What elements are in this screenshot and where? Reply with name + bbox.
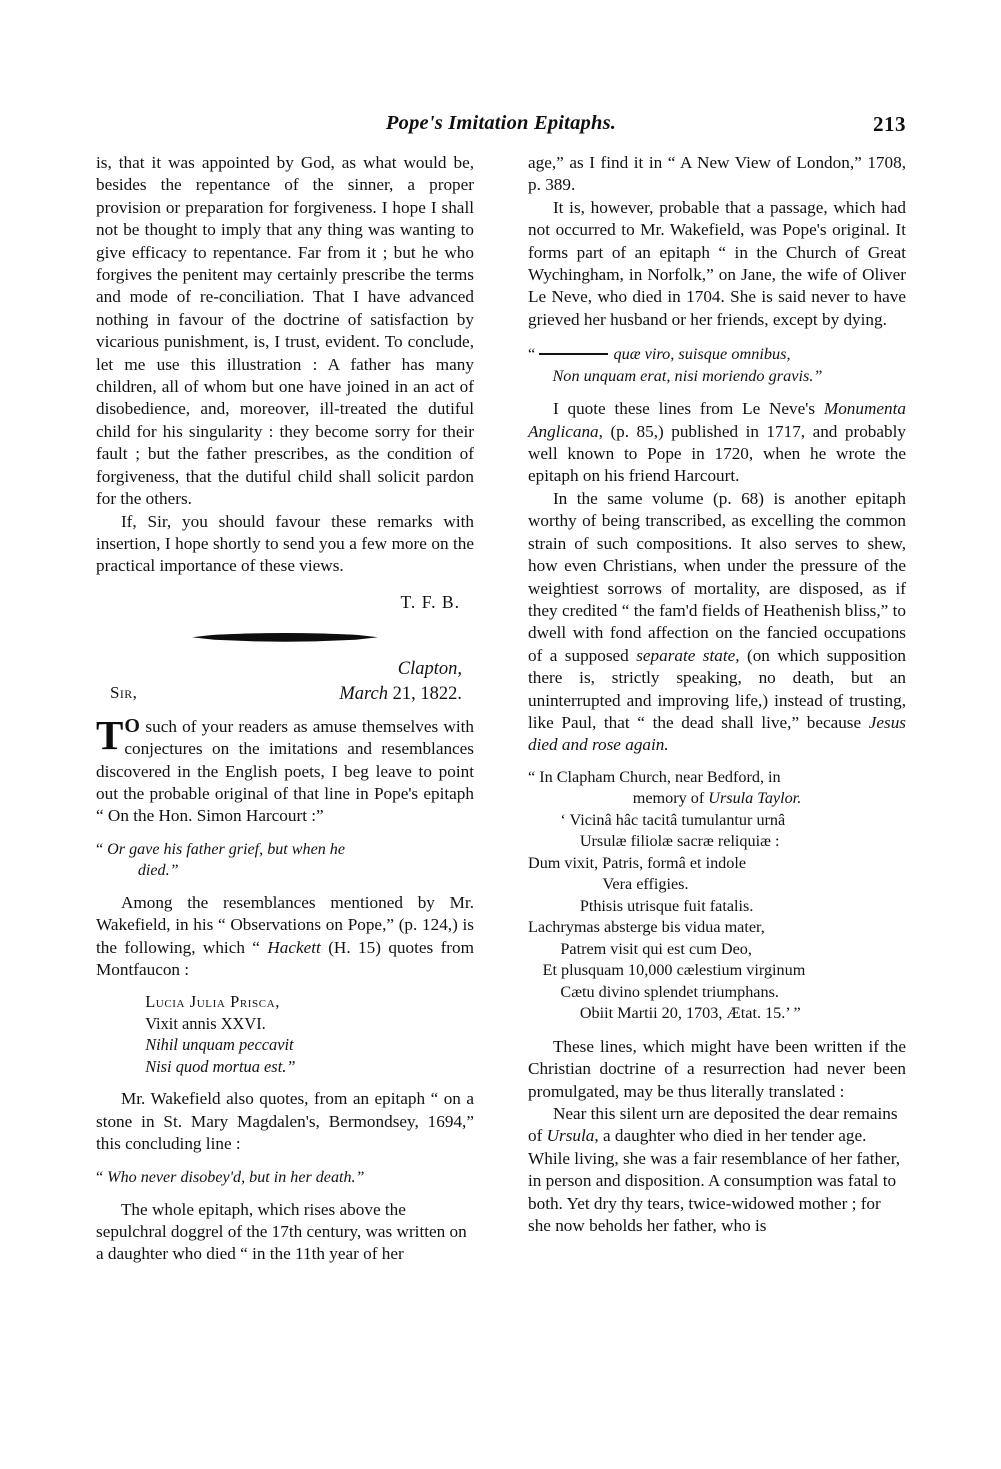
epitaph-ursula-taylor <box>528 767 906 1025</box>
dateline-month: March <box>339 683 388 704</box>
quote-harcourt-line-1: “ Or gave his father grief, but when he <box>96 840 345 858</box>
ornament-divider <box>96 619 474 653</box>
paragraph-left-letter-opening <box>96 711 474 828</box>
epitaph-verse-line-7: Patrem visit qui est cum Deo, <box>560 939 752 958</box>
epitaph-verse-line-10: Obiit Martii 20, 1703, Ætat. 15.’ ” <box>579 1004 801 1023</box>
quote-harcourt <box>96 839 474 881</box>
paragraph-right-4-part-b: (on which supposition there is, strictly speaking, no death, but an uninterrupted and improving life,) instead of trusting, like Paul, that “ the dead shall live,” because <box>528 645 907 732</box>
body-columns <box>96 152 906 1362</box>
epitaph-verse-line-5: Pthisis utrisque fuit fatalis. <box>579 896 754 915</box>
dateline-date <box>96 682 474 707</box>
inscription-lucia-julia-prisca <box>96 991 474 1077</box>
paragraph-left-3-part-b: (H. 15) quotes from Montfaucon : <box>96 937 474 979</box>
paragraph-right-3 <box>528 398 906 488</box>
inscription-line-1: Lucia Julia Prisca, <box>145 992 280 1012</box>
paragraph-right-4-part-a: In the same volume (p. 68) is another epitaph worthy of being transcribed, as excelling the common strain of such compositions. It also serves to shew, how even Christians, when under the pressure of the weightiest sorrows of mortality, are disposed, as if they credited “ the fam'd fields of Heathenish bliss,” to dwell with fond affection on the fancied occupations of a supposed <box>528 488 906 665</box>
latin-couplet-line-1: “ quæ viro, suisque omnibus, <box>528 344 791 364</box>
epitaph-verse-line-3: Dum vixit, Patris, formâ et indole <box>528 853 747 872</box>
drop-cap-letter: T <box>96 711 124 758</box>
paragraph-right-4-italic-1: separate state, <box>636 645 740 665</box>
epitaph-head-line-1: “ In Clapham Church, near Bedford, in <box>528 767 781 786</box>
letter-body-text: such of your readers as amuse themselves with conjectures on the imitations and resemblances discovered in the English poets, I beg leave to point out the probable original of that line in Pope's epitaph “ On the Hon. Simon Harcourt :” <box>96 716 474 826</box>
paragraph-left-2: If, Sir, you should favour these remarks with insertion, I hope shortly to send you a few more on the practical importance of these views. <box>96 511 474 576</box>
quote-bermondsey <box>96 1167 474 1188</box>
running-head <box>96 112 906 142</box>
column-right <box>528 152 906 1362</box>
epitaph-verse-line-8: Et plusquam 10,000 cælestium virginum <box>542 961 806 980</box>
paragraph-right-3-italic: Monumenta Anglicana, <box>528 399 906 441</box>
inscription-line-4: Nisi quod mortua est.” <box>145 1056 296 1076</box>
paragraph-right-4-italic-2: Jesus died and rose again. <box>528 712 906 755</box>
inscription-line-3: Nihil unquam peccavit <box>145 1035 294 1055</box>
epitaph-verse-line-4: Vera effigies. <box>602 875 689 894</box>
paragraph-right-6-part-b: , a daughter who died in her tender age. While living, she was a fair resemblance of her father, in person and disposition. A consumption was fatal to both. Yet dry thy tears, twice-widowed mother ; for she now beholds her father, who is <box>528 1126 901 1235</box>
letter-lead-letter: O <box>124 714 141 737</box>
paragraph-right-6-italic: Ursula <box>546 1126 595 1146</box>
paragraph-right-6 <box>528 1103 906 1237</box>
column-left <box>96 152 474 1362</box>
quote-bermondsey-line-1: “ Who never disobey'd, but in her death.” <box>96 1168 365 1186</box>
paragraph-right-3-part-b: (p. 85,) published in 1717, and probably well known to Pope in 1720, when he wrote the epitaph on his friend Harcourt. <box>528 421 906 486</box>
page-number: 213 <box>873 112 906 136</box>
paragraph-right-2: It is, however, probable that a passage, which had not occurred to Mr. Wakefield, was Pope's original. It forms part of an epitaph “ in the Church of Great Wychingham, in Norfolk,” on Jane, the wife of Oliver Le Neve, who died in 1704. She is said never to have grieved her husband or her friends, except by dying. <box>528 197 906 329</box>
paragraph-left-5: The whole epitaph, which rises above the sepulchral doggrel of the 17th century, was written on a daughter who died “ in the 11th year of her <box>96 1199 467 1264</box>
epitaph-verse-line-6: Lachrymas absterge bis vidua mater, <box>528 918 765 937</box>
quote-le-neve-latin <box>528 343 906 386</box>
em-dash-rule-icon <box>539 353 607 355</box>
paragraph-left-3-italic: Hackett <box>267 937 321 957</box>
signature-tfb: T. F. B. <box>400 591 460 612</box>
paragraph-left-3 <box>96 892 474 982</box>
paragraph-right-4 <box>528 488 906 757</box>
dateline-place: Clapton, <box>397 658 462 679</box>
paragraph-right-6-part-a: Near this silent urn are deposited the dear remains of <box>528 1103 898 1146</box>
epitaph-head-line-2-italic: Ursula Taylor. <box>708 789 802 808</box>
paragraph-right-5: These lines, which might have been written if the Christian doctrine of a resurrection had never been promulgated, may be thus literally translated : <box>528 1036 906 1101</box>
epitaph-verse-line-9: Cætu divino splendet triumphans. <box>560 982 779 1001</box>
salutation-sir: Sir, <box>110 682 138 702</box>
paragraph-right-3-part-a: I quote these lines from Le Neve's <box>552 399 824 419</box>
latin-couplet-line-2: Non unquam erat, nisi moriendo gravis.” <box>552 365 823 385</box>
inscription-line-2: Vixit annis XXVI. <box>145 1013 266 1033</box>
running-head-title: Pope's Imitation Epitaphs. <box>385 112 617 134</box>
epitaph-verse-line-1: ‘ Vicinâ hâc tacitâ tumulantur urnâ <box>560 810 786 829</box>
epitaph-head-line-2: memory of Ursula Taylor. <box>632 789 802 808</box>
lens-ornament-icon <box>192 633 378 642</box>
paragraph-left-3-part-a: Among the resemblances mentioned by Mr. Wakefield, in his “ Observations on Pope,” (p. 124,) is the following, which “ <box>96 892 474 957</box>
paragraph-right-1: age,” as I find it in “ A New View of London,” 1708, p. 389. <box>528 153 906 195</box>
paragraph-left-4: Mr. Wakefield also quotes, from an epitaph “ on a stone in St. Mary Magdalen's, Bermondsey, 1694,” this concluding line : <box>96 1089 474 1154</box>
paragraph-left-1: is, that it was appointed by God, as what would be, besides the repentance of the sinner, a proper provision or preparation for forgiveness. I hope I shall not be thought to imply that any thing was wanting to give efficacy to repentance. Far from it ; but he who forgives the penitent may certainly prescribe the terms and mode of re-conciliation. That I have advanced nothing in favour of the doctrine of satisfaction by vicarious punishment, is, I trust, evident. To conclude, let me use this illustration : A father has many children, all of whom but one have joined in an act of disobedience, and, moreover, ill-treated the dutiful child for his singularity : they become sorry for their fault ; but the father prescribes, as the condition of forgiveness, that the dutiful child shall solicit pardon for the others. <box>96 153 474 509</box>
epitaph-verse-line-2: Ursulæ filiolæ sacræ reliquiæ : <box>579 832 780 851</box>
dateline-block <box>96 657 474 715</box>
dateline-daymonthyear: 21, 1822. <box>392 683 462 704</box>
quote-harcourt-line-2: died.” <box>137 861 179 879</box>
